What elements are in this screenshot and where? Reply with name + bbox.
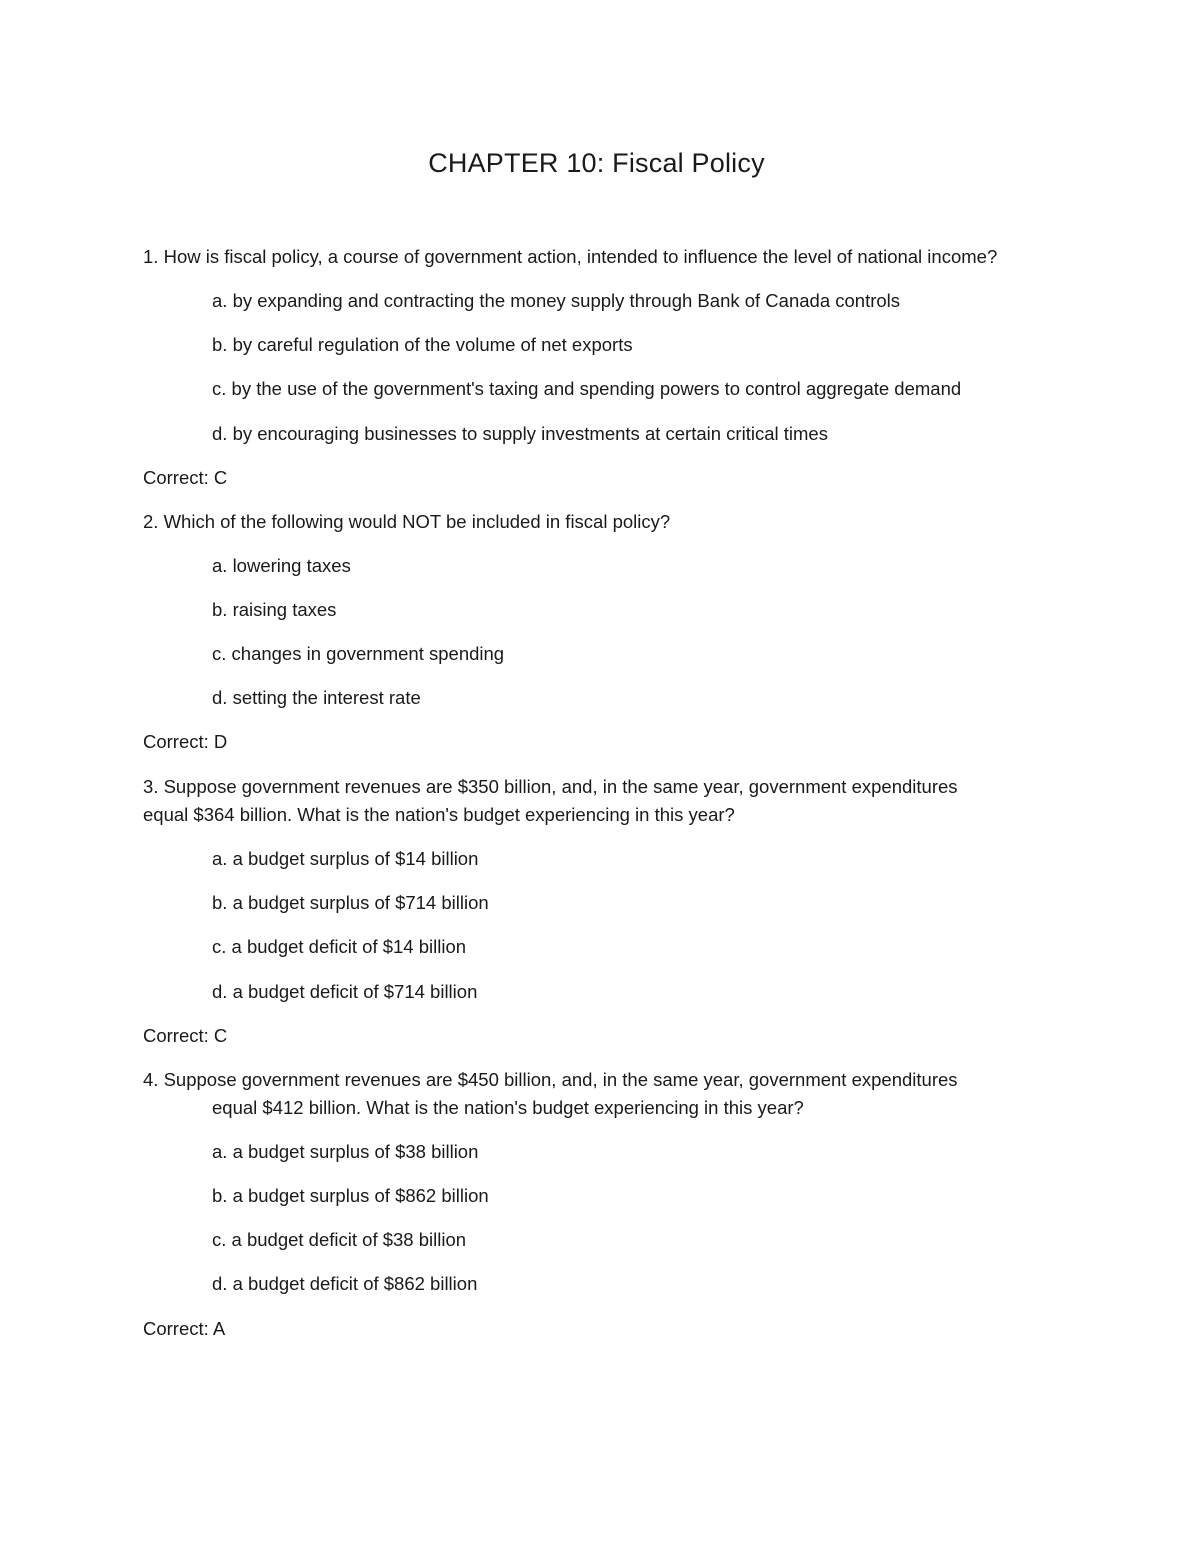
question-4-option-c: c. a budget deficit of $38 billion: [212, 1229, 467, 1250]
question-text: How is fiscal policy, a course of government action, intended to influence the level of national income?: [163, 246, 998, 267]
question-text: Suppose government revenues are $350 billion, and, in the same year, government expenditures: [163, 776, 958, 797]
question-2-answer: Correct: D: [143, 731, 228, 752]
question-number: 4.: [143, 1069, 159, 1090]
question-3-option-d: d. a budget deficit of $714 billion: [212, 981, 478, 1002]
question-2-prompt: [143, 508, 670, 536]
question-4-option-b: b. a budget surplus of $862 billion: [212, 1185, 489, 1206]
question-3-option-c: c. a budget deficit of $14 billion: [212, 936, 467, 957]
question-3-option-b: b. a budget surplus of $714 billion: [212, 892, 489, 913]
question-3-prompt: [143, 773, 958, 801]
question-1-option-b: b. by careful regulation of the volume of net exports: [212, 334, 633, 355]
question-1-prompt: [143, 243, 997, 271]
question-2-option-a: a. lowering taxes: [212, 555, 351, 576]
question-text: Which of the following would NOT be included in fiscal policy?: [163, 511, 671, 532]
question-2-option-d: d. setting the interest rate: [212, 687, 421, 708]
question-4-answer: Correct: A: [143, 1318, 226, 1339]
question-4-option-a: a. a budget surplus of $38 billion: [212, 1141, 479, 1162]
question-4-prompt: [143, 1066, 958, 1094]
question-1-option-a: a. by expanding and contracting the money supply through Bank of Canada controls: [212, 290, 901, 311]
question-number: 2.: [143, 511, 159, 532]
question-3-answer: Correct: C: [143, 1025, 228, 1046]
page-title: CHAPTER 10: Fiscal Policy: [428, 148, 765, 178]
question-number: 1.: [143, 246, 159, 267]
question-number: 3.: [143, 776, 159, 797]
question-2-option-b: b. raising taxes: [212, 599, 337, 620]
question-3-prompt-continued: equal $364 billion. What is the nation's budget experiencing in this year?: [143, 804, 735, 825]
question-4-option-d: d. a budget deficit of $862 billion: [212, 1273, 478, 1294]
question-1-option-d: d. by encouraging businesses to supply investments at certain critical times: [212, 423, 828, 444]
question-1-option-c: c. by the use of the government's taxing and spending powers to control aggregate demand: [212, 378, 962, 399]
question-3-option-a: a. a budget surplus of $14 billion: [212, 848, 479, 869]
question-1-answer: Correct: C: [143, 467, 228, 488]
question-4-prompt-continued: equal $412 billion. What is the nation's budget experiencing in this year?: [212, 1097, 804, 1118]
question-2-option-c: c. changes in government spending: [212, 643, 505, 664]
question-text: Suppose government revenues are $450 billion, and, in the same year, government expenditures: [163, 1069, 958, 1090]
